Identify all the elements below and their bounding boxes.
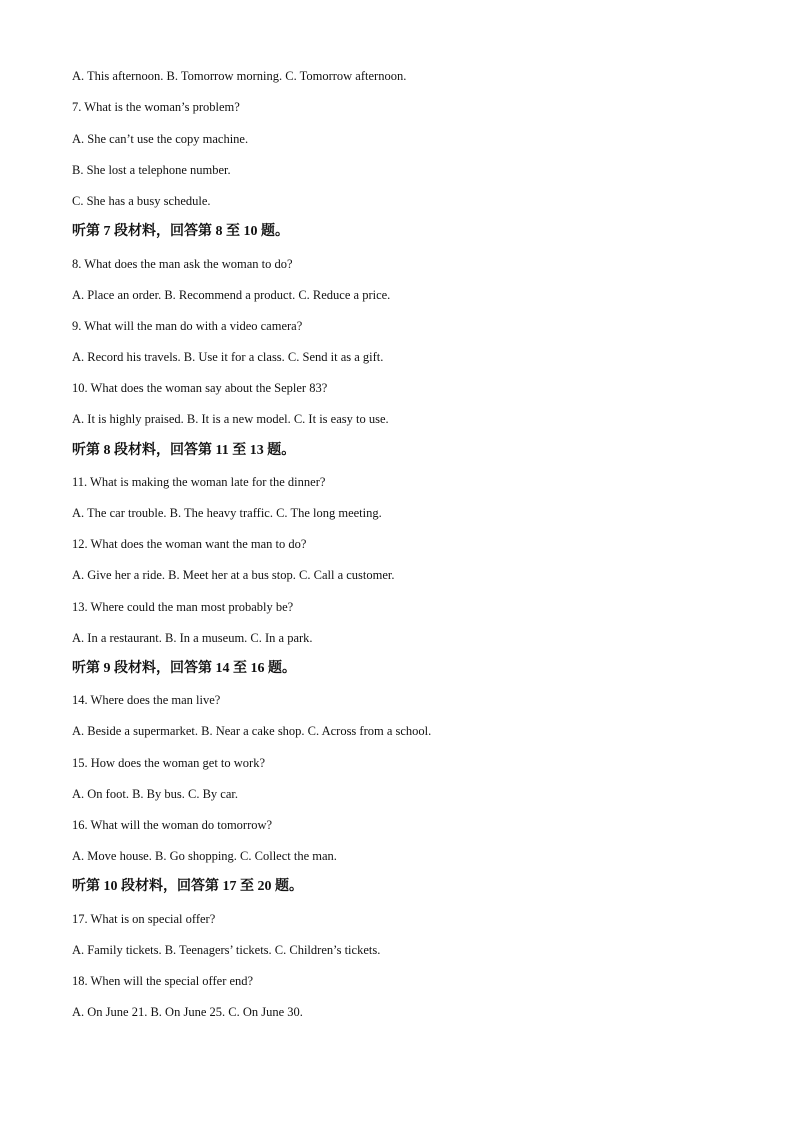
question-15: 15. How does the woman get to work? bbox=[72, 756, 266, 770]
question-18: 18. When will the special offer end? bbox=[72, 974, 254, 988]
section-heading-10: 听第 10 段材料，回答第 17 至 20 题。 bbox=[72, 879, 303, 894]
answer-options-13: A. In a restaurant. B. In a museum. C. In a park. bbox=[72, 631, 313, 645]
answer-options-15: A. On foot. B. By bus. C. By car. bbox=[72, 787, 238, 801]
option-7a: A. She can’t use the copy machine. bbox=[72, 132, 249, 146]
question-11: 11. What is making the woman late for the dinner? bbox=[72, 475, 326, 489]
answer-options-9: A. Record his travels. B. Use it for a class. C. Send it as a gift. bbox=[72, 350, 384, 364]
option-7b: B. She lost a telephone number. bbox=[72, 163, 231, 177]
answer-options-8: A. Place an order. B. Recommend a product. C. Reduce a price. bbox=[72, 288, 391, 302]
section-heading-8: 听第 8 段材料，回答第 11 至 13 题。 bbox=[72, 443, 296, 458]
question-8: 8. What does the man ask the woman to do? bbox=[72, 257, 293, 271]
answer-options-17: A. Family tickets. B. Teenagers’ tickets. C. Children’s tickets. bbox=[72, 943, 381, 957]
question-13: 13. Where could the man most probably be? bbox=[72, 600, 294, 614]
question-7: 7. What is the woman’s problem? bbox=[72, 100, 240, 114]
section-heading-9: 听第 9 段材料，回答第 14 至 16 题。 bbox=[72, 661, 296, 676]
answer-options-6: A. This afternoon. B. Tomorrow morning. C. Tomorrow afternoon. bbox=[72, 69, 407, 83]
question-12: 12. What does the woman want the man to do? bbox=[72, 537, 307, 551]
answer-options-18: A. On June 21. B. On June 25. C. On June 30. bbox=[72, 1005, 303, 1019]
answer-options-12: A. Give her a ride. B. Meet her at a bus stop. C. Call a customer. bbox=[72, 568, 395, 582]
answer-options-10: A. It is highly praised. B. It is a new model. C. It is easy to use. bbox=[72, 412, 389, 426]
question-14: 14. Where does the man live? bbox=[72, 693, 221, 707]
answer-options-16: A. Move house. B. Go shopping. C. Collect the man. bbox=[72, 849, 337, 863]
question-16: 16. What will the woman do tomorrow? bbox=[72, 818, 273, 832]
answer-options-14: A. Beside a supermarket. B. Near a cake shop. C. Across from a school. bbox=[72, 724, 432, 738]
section-heading-7: 听第 7 段材料，回答第 8 至 10 题。 bbox=[72, 224, 289, 239]
answer-options-11: A. The car trouble. B. The heavy traffic. C. The long meeting. bbox=[72, 506, 382, 520]
question-9: 9. What will the man do with a video camera? bbox=[72, 319, 303, 333]
question-10: 10. What does the woman say about the Sepler 83? bbox=[72, 381, 328, 395]
option-7c: C. She has a busy schedule. bbox=[72, 194, 211, 208]
question-17: 17. What is on special offer? bbox=[72, 912, 216, 926]
